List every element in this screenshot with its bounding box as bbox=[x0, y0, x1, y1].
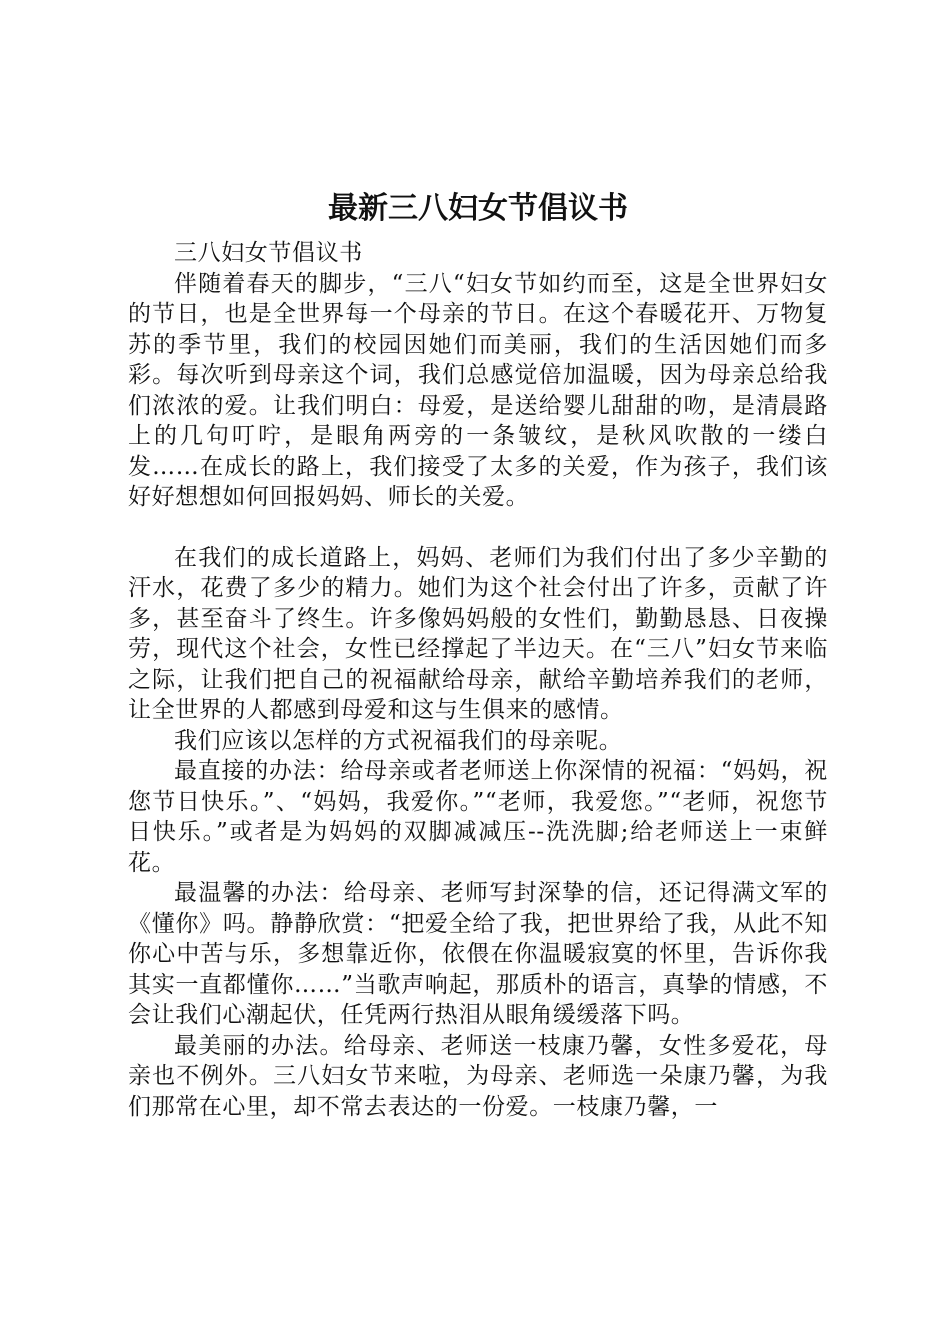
paragraph-direct-way: 最直接的办法：给母亲或者老师送上你深情的祝福：“妈妈，祝您节日快乐。”、“妈妈，我爱你。”“老师，我爱您。”“老师，祝您节日快乐。”或者是为妈妈的双脚减减压--洗洗脚;给老师送上一束鲜花。 bbox=[128, 758, 828, 876]
document-title: 最新三八妇女节倡议书 bbox=[328, 191, 628, 226]
paragraph-intro: 伴随着春天的脚步，“三八“妇女节如约而至，这是全世界妇女的节日，也是全世界每一个母亲的节日。在这个春暖花开、万物复苏的季节里，我们的校园因她们而美丽，我们的生活因她们而多彩。每次听到母亲这个词，我们总感觉倍加温暖，因为母亲总给我们浓浓的爱。让我们明白：母爱，是送给婴儿甜甜的吻，是清晨路上的几句叮咛，是眼角两旁的一条皱纹，是秋风吹散的一缕白发……在成长的路上，我们接受了太多的关爱，作为孩子，我们该好好想想如何回报妈妈、师长的关爱。 bbox=[128, 270, 828, 510]
paragraph-question: 我们应该以怎样的方式祝福我们的母亲呢。 bbox=[174, 727, 623, 754]
paragraph-warm-way: 最温馨的办法：给母亲、老师写封深挚的信，还记得满文军的《懂你》吗。静静欣赏：“把爱全给了我，把世界给了我，从此不知你心中苦与乐，多想靠近你，依偎在你温暖寂寞的怀里，告诉你我其实一直都懂你……”当歌声响起，那质朴的语言，真挚的情感，不会让我们心潮起伏，任凭两行热泪从眼角缓缓落下吗。 bbox=[128, 880, 828, 1028]
paragraph-gap bbox=[128, 513, 828, 543]
paragraph-growth: 在我们的成长道路上，妈妈、老师们为我们付出了多少辛勤的汗水，花费了多少的精力。她们为这个社会付出了许多，贡献了许多，甚至奋斗了终生。许多像妈妈般的女性们，勤勤恳恳、日夜操劳，现代这个社会，女性已经撑起了半边天。在“三八”妇女节来临之际，让我们把自己的祝福献给母亲，献给辛勤培养我们的老师，让全世界的人都感到母爱和这与生俱来的感情。 bbox=[128, 544, 828, 723]
document-page bbox=[128, 180, 828, 1122]
paragraph-subtitle: 三八妇女节倡议书 bbox=[174, 240, 363, 266]
paragraph-beautiful-way: 最美丽的办法。给母亲、老师送一枝康乃馨，女性多爱花，母亲也不例外。三八妇女节来啦，为母亲、老师选一朵康乃馨，为我们那常在心里，却不常去表达的一份爱。一枝康乃馨，一 bbox=[128, 1032, 828, 1120]
